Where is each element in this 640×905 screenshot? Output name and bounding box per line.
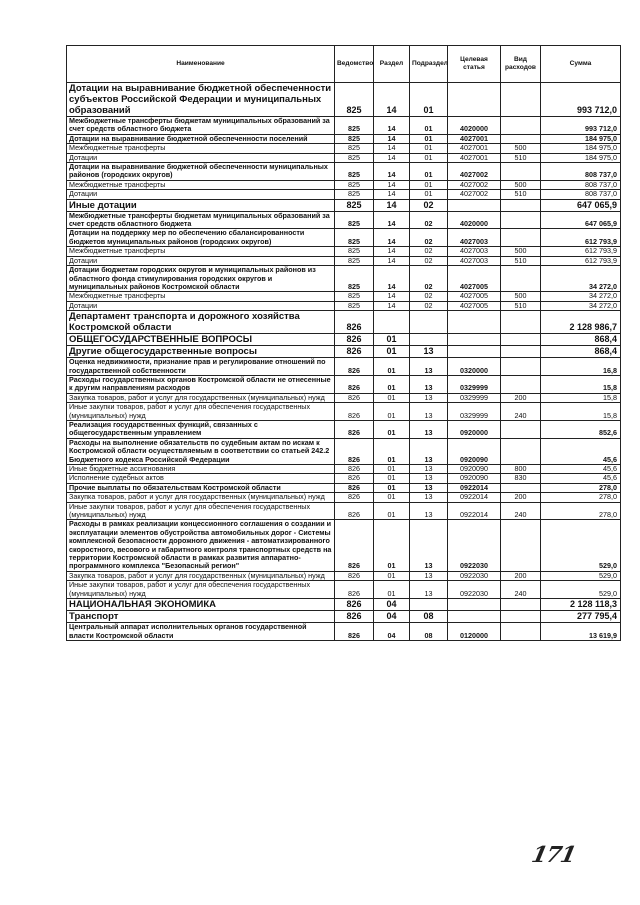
- row-section: 01: [374, 502, 410, 520]
- row-sum: 868,4: [541, 346, 621, 358]
- row-sum: 647 065,9: [541, 211, 621, 229]
- row-name: Департамент транспорта и дорожного хозяйства Костромской области: [67, 311, 335, 334]
- row-sum: 647 065,9: [541, 199, 621, 211]
- row-name: Реализация государственных функций, связанных с общегосударственным управлением: [67, 420, 335, 438]
- row-department: 826: [335, 599, 374, 611]
- row-target: 4027003: [448, 256, 501, 265]
- table-row: [67, 301, 621, 310]
- row-target: [448, 83, 501, 117]
- table-row: [67, 493, 621, 502]
- row-kind: [501, 163, 541, 181]
- row-kind: 200: [501, 393, 541, 402]
- row-department: 826: [335, 483, 374, 492]
- row-target: [448, 199, 501, 211]
- row-department: 826: [335, 623, 374, 641]
- row-name: Исполнение судебных актов: [67, 474, 335, 483]
- table-row: [67, 599, 621, 611]
- row-name: Расходы государственных органов Костромской области не отнесенные к другим направлениям расходов: [67, 375, 335, 393]
- row-target: 0920090: [448, 474, 501, 483]
- row-sum: 808 737,0: [541, 163, 621, 181]
- row-subsection: 13: [410, 483, 448, 492]
- row-section: 14: [374, 144, 410, 153]
- row-name: Иные бюджетные ассигнования: [67, 465, 335, 474]
- row-target: [448, 311, 501, 334]
- row-section: 04: [374, 611, 410, 623]
- row-target: 4027002: [448, 180, 501, 189]
- row-section: 01: [374, 393, 410, 402]
- row-subsection: 02: [410, 266, 448, 292]
- row-section: 14: [374, 153, 410, 162]
- row-sum: 868,4: [541, 334, 621, 346]
- row-sum: 808 737,0: [541, 180, 621, 189]
- row-target: 4027001: [448, 144, 501, 153]
- header-section: Раздел: [374, 46, 410, 83]
- row-kind: 240: [501, 403, 541, 421]
- row-section: 04: [374, 599, 410, 611]
- row-name: Межбюджетные трансферты: [67, 144, 335, 153]
- row-target: 0329999: [448, 375, 501, 393]
- row-target: 0922030: [448, 520, 501, 571]
- row-kind: [501, 520, 541, 571]
- row-subsection: 13: [410, 358, 448, 376]
- row-target: [448, 599, 501, 611]
- table-row: [67, 403, 621, 421]
- row-name: НАЦИОНАЛЬНАЯ ЭКОНОМИКА: [67, 599, 335, 611]
- table-row: [67, 211, 621, 229]
- row-name: ОБЩЕГОСУДАРСТВЕННЫЕ ВОПРОСЫ: [67, 334, 335, 346]
- row-department: 825: [335, 180, 374, 189]
- table-row: [67, 144, 621, 153]
- row-target: 0922014: [448, 483, 501, 492]
- row-section: 14: [374, 256, 410, 265]
- row-sum: 993 712,0: [541, 117, 621, 135]
- row-name: Иные дотации: [67, 199, 335, 211]
- table-row: [67, 520, 621, 571]
- row-sum: 13 619,9: [541, 623, 621, 641]
- row-kind: [501, 346, 541, 358]
- table-row: [67, 117, 621, 135]
- table-row: [67, 199, 621, 211]
- row-kind: [501, 229, 541, 247]
- row-subsection: 01: [410, 153, 448, 162]
- row-section: 01: [374, 520, 410, 571]
- row-kind: [501, 375, 541, 393]
- row-section: 01: [374, 581, 410, 599]
- row-sum: 34 272,0: [541, 292, 621, 301]
- row-target: 4027003: [448, 247, 501, 256]
- row-department: 826: [335, 520, 374, 571]
- row-name: Закупка товаров, работ и услуг для государственных (муниципальных) нужд: [67, 493, 335, 502]
- row-subsection: 13: [410, 474, 448, 483]
- row-sum: 277 795,4: [541, 611, 621, 623]
- row-subsection: 08: [410, 611, 448, 623]
- row-section: 14: [374, 163, 410, 181]
- header-name: Наименование: [67, 46, 335, 83]
- row-section: 14: [374, 292, 410, 301]
- row-kind: [501, 83, 541, 117]
- row-subsection: 13: [410, 438, 448, 464]
- row-subsection: 02: [410, 229, 448, 247]
- row-target: 4020000: [448, 211, 501, 229]
- table-row: [67, 611, 621, 623]
- row-target: 0320000: [448, 358, 501, 376]
- row-section: 01: [374, 346, 410, 358]
- row-department: 825: [335, 83, 374, 117]
- row-name: Дотации на выравнивание бюджетной обеспеченности муниципальных районов (городских округов): [67, 163, 335, 181]
- row-section: 14: [374, 229, 410, 247]
- row-sum: 612 793,9: [541, 229, 621, 247]
- row-department: 825: [335, 199, 374, 211]
- row-department: 825: [335, 229, 374, 247]
- row-name: Закупка товаров, работ и услуг для государственных (муниципальных) нужд: [67, 393, 335, 402]
- row-kind: [501, 211, 541, 229]
- row-section: 01: [374, 403, 410, 421]
- row-section: 01: [374, 375, 410, 393]
- table-body: [67, 83, 621, 641]
- row-target: [448, 334, 501, 346]
- header-target: Целевая статья: [448, 46, 501, 83]
- table-row: [67, 292, 621, 301]
- table-row: [67, 180, 621, 189]
- table-row: [67, 358, 621, 376]
- row-department: 825: [335, 163, 374, 181]
- row-department: 825: [335, 190, 374, 199]
- table-header-row: [67, 46, 621, 83]
- row-sum: 612 793,9: [541, 247, 621, 256]
- row-sum: 15,8: [541, 393, 621, 402]
- row-department: 825: [335, 301, 374, 310]
- row-sum: 529,0: [541, 520, 621, 571]
- row-subsection: 13: [410, 346, 448, 358]
- row-department: 826: [335, 571, 374, 580]
- row-subsection: 02: [410, 301, 448, 310]
- table-row: [67, 375, 621, 393]
- row-sum: 852,6: [541, 420, 621, 438]
- row-name: Оценка недвижимости, признание прав и регулирование отношений по государственной собственности: [67, 358, 335, 376]
- row-name: Дотации бюджетам городских округов и муниципальных районов из областного фонда стимулирования городских округов и муниципальных районов Костромской области: [67, 266, 335, 292]
- row-section: 14: [374, 211, 410, 229]
- row-section: 01: [374, 465, 410, 474]
- row-subsection: 01: [410, 144, 448, 153]
- row-subsection: 13: [410, 393, 448, 402]
- row-kind: [501, 438, 541, 464]
- row-target: 4027001: [448, 134, 501, 143]
- row-department: 826: [335, 334, 374, 346]
- row-name: Транспорт: [67, 611, 335, 623]
- row-kind: [501, 311, 541, 334]
- header-subsection: Подраздел: [410, 46, 448, 83]
- row-department: 825: [335, 256, 374, 265]
- row-kind: 800: [501, 465, 541, 474]
- row-section: 14: [374, 190, 410, 199]
- row-name: Прочие выплаты по обязательствам Костромской области: [67, 483, 335, 492]
- row-sum: 993 712,0: [541, 83, 621, 117]
- table-row: [67, 420, 621, 438]
- row-sum: 15,8: [541, 403, 621, 421]
- row-name: Расходы на выполнение обязательств по судебным актам по искам к Костромской области осуществляемым в соответствии со статьей 242.2 Бюджетного кодекса Российской Федерации: [67, 438, 335, 464]
- row-department: 826: [335, 438, 374, 464]
- row-target: 0329999: [448, 393, 501, 402]
- row-kind: 500: [501, 180, 541, 189]
- row-section: 01: [374, 438, 410, 464]
- row-subsection: 01: [410, 190, 448, 199]
- table-row: [67, 266, 621, 292]
- table-row: [67, 346, 621, 358]
- row-kind: [501, 358, 541, 376]
- row-target: 0922030: [448, 581, 501, 599]
- table-row: [67, 163, 621, 181]
- row-kind: 510: [501, 153, 541, 162]
- row-subsection: 02: [410, 211, 448, 229]
- row-kind: 200: [501, 493, 541, 502]
- table-row: [67, 311, 621, 334]
- row-kind: 510: [501, 256, 541, 265]
- row-kind: [501, 599, 541, 611]
- row-name: Иные закупки товаров, работ и услуг для обеспечения государственных (муниципальных) нужд: [67, 581, 335, 599]
- row-subsection: 01: [410, 163, 448, 181]
- row-name: Центральный аппарат исполнительных органов государственной власти Костромской области: [67, 623, 335, 641]
- row-subsection: 02: [410, 247, 448, 256]
- row-target: 4027003: [448, 229, 501, 247]
- budget-table: [66, 45, 621, 641]
- row-sum: 808 737,0: [541, 190, 621, 199]
- row-name: Дотации на поддержку мер по обеспечению сбалансированности бюджетов муниципальных районов (городских округов): [67, 229, 335, 247]
- table-row: [67, 190, 621, 199]
- row-department: 826: [335, 502, 374, 520]
- row-sum: 278,0: [541, 483, 621, 492]
- row-section: 01: [374, 493, 410, 502]
- row-subsection: 08: [410, 623, 448, 641]
- row-department: 826: [335, 493, 374, 502]
- row-section: 01: [374, 334, 410, 346]
- row-target: 0922030: [448, 571, 501, 580]
- row-kind: [501, 266, 541, 292]
- row-name: Дотации: [67, 153, 335, 162]
- row-sum: 34 272,0: [541, 266, 621, 292]
- table-row: [67, 474, 621, 483]
- row-department: 826: [335, 581, 374, 599]
- row-kind: [501, 611, 541, 623]
- table-row: [67, 438, 621, 464]
- row-target: 0920090: [448, 465, 501, 474]
- header-department: Ведомство: [335, 46, 374, 83]
- row-subsection: [410, 334, 448, 346]
- row-subsection: 13: [410, 493, 448, 502]
- row-target: [448, 611, 501, 623]
- row-name: Дотации: [67, 301, 335, 310]
- row-sum: 45,6: [541, 438, 621, 464]
- table-row: [67, 334, 621, 346]
- row-department: 826: [335, 358, 374, 376]
- row-kind: [501, 199, 541, 211]
- row-section: 01: [374, 420, 410, 438]
- table-row: [67, 581, 621, 599]
- row-sum: 278,0: [541, 493, 621, 502]
- row-name: Иные закупки товаров, работ и услуг для обеспечения государственных (муниципальных) нужд: [67, 502, 335, 520]
- row-subsection: 13: [410, 465, 448, 474]
- row-department: 826: [335, 420, 374, 438]
- row-sum: 34 272,0: [541, 301, 621, 310]
- header-sum: Сумма: [541, 46, 621, 83]
- row-target: 4027001: [448, 153, 501, 162]
- row-name: Дотации на выравнивание бюджетной обеспеченности субъектов Российской Федерации и муниципальных образований: [67, 83, 335, 117]
- row-kind: 240: [501, 581, 541, 599]
- row-subsection: 13: [410, 375, 448, 393]
- row-section: 14: [374, 301, 410, 310]
- row-section: 14: [374, 83, 410, 117]
- row-sum: 2 128 118,3: [541, 599, 621, 611]
- row-department: 825: [335, 144, 374, 153]
- row-kind: 500: [501, 292, 541, 301]
- row-section: 14: [374, 134, 410, 143]
- row-kind: 510: [501, 190, 541, 199]
- row-section: 01: [374, 358, 410, 376]
- row-name: Расходы в рамках реализации концессионного соглашения о создании и эксплуатации элементов обустройства автомобильных дорог - Системы комплексной безопасности дорожного движения - автоматизированного скоростного, весового и габаритного контроля транспортных средств на территории Костромской области в рамках развития аппаратно-программного комплекса "Безопасный регион": [67, 520, 335, 571]
- row-target: 4027005: [448, 266, 501, 292]
- row-target: 0120000: [448, 623, 501, 641]
- row-section: 04: [374, 623, 410, 641]
- row-kind: 500: [501, 247, 541, 256]
- row-sum: 15,8: [541, 375, 621, 393]
- row-department: 826: [335, 474, 374, 483]
- row-subsection: 01: [410, 117, 448, 135]
- row-subsection: 13: [410, 420, 448, 438]
- row-sum: 184 975,0: [541, 153, 621, 162]
- row-sum: 45,6: [541, 465, 621, 474]
- row-department: 826: [335, 611, 374, 623]
- row-name: Дотации на выравнивание бюджетной обеспеченности поселений: [67, 134, 335, 143]
- table-row: [67, 502, 621, 520]
- row-section: 14: [374, 266, 410, 292]
- row-department: 826: [335, 393, 374, 402]
- row-department: 825: [335, 211, 374, 229]
- row-target: 0920000: [448, 420, 501, 438]
- row-subsection: [410, 311, 448, 334]
- row-target: 0920090: [448, 438, 501, 464]
- row-name: Дотации: [67, 190, 335, 199]
- row-subsection: 13: [410, 571, 448, 580]
- row-department: 826: [335, 465, 374, 474]
- row-kind: 500: [501, 144, 541, 153]
- row-sum: 529,0: [541, 571, 621, 580]
- table-row: [67, 83, 621, 117]
- row-department: 825: [335, 134, 374, 143]
- row-subsection: 13: [410, 581, 448, 599]
- row-kind: 200: [501, 571, 541, 580]
- row-section: 14: [374, 199, 410, 211]
- row-sum: 278,0: [541, 502, 621, 520]
- row-target: 4020000: [448, 117, 501, 135]
- row-subsection: 01: [410, 83, 448, 117]
- row-section: 01: [374, 474, 410, 483]
- row-department: 825: [335, 266, 374, 292]
- row-target: 4027005: [448, 292, 501, 301]
- row-kind: 240: [501, 502, 541, 520]
- row-target: 4027002: [448, 190, 501, 199]
- row-sum: 184 975,0: [541, 144, 621, 153]
- row-subsection: 13: [410, 403, 448, 421]
- row-department: 825: [335, 153, 374, 162]
- row-subsection: 02: [410, 292, 448, 301]
- row-subsection: 13: [410, 502, 448, 520]
- row-target: 0922014: [448, 493, 501, 502]
- row-department: 825: [335, 247, 374, 256]
- table-row: [67, 623, 621, 641]
- row-sum: 529,0: [541, 581, 621, 599]
- row-target: 0329999: [448, 403, 501, 421]
- row-department: 826: [335, 311, 374, 334]
- table-row: [67, 229, 621, 247]
- row-name: Межбюджетные трансферты: [67, 292, 335, 301]
- row-target: 0922014: [448, 502, 501, 520]
- row-name: Межбюджетные трансферты: [67, 247, 335, 256]
- row-subsection: [410, 599, 448, 611]
- row-name: Межбюджетные трансферты бюджетам муниципальных образований за счет средств областного бюджета: [67, 211, 335, 229]
- row-department: 825: [335, 292, 374, 301]
- row-sum: 16,8: [541, 358, 621, 376]
- row-name: Дотации: [67, 256, 335, 265]
- header-kind: Вид расходов: [501, 46, 541, 83]
- row-department: 826: [335, 403, 374, 421]
- row-target: 4027002: [448, 163, 501, 181]
- table-row: [67, 247, 621, 256]
- row-kind: [501, 623, 541, 641]
- row-section: 14: [374, 117, 410, 135]
- row-name: Межбюджетные трансферты бюджетам муниципальных образований за счет средств областного бюджета: [67, 117, 335, 135]
- row-name: Другие общегосударственные вопросы: [67, 346, 335, 358]
- row-name: Межбюджетные трансферты: [67, 180, 335, 189]
- row-section: 01: [374, 571, 410, 580]
- row-subsection: 02: [410, 256, 448, 265]
- row-sum: 612 793,9: [541, 256, 621, 265]
- row-subsection: 13: [410, 520, 448, 571]
- row-department: 826: [335, 346, 374, 358]
- row-target: [448, 346, 501, 358]
- row-sum: 184 975,0: [541, 134, 621, 143]
- row-kind: 510: [501, 301, 541, 310]
- row-subsection: 01: [410, 134, 448, 143]
- row-section: [374, 311, 410, 334]
- row-kind: 830: [501, 474, 541, 483]
- row-sum: 2 128 986,7: [541, 311, 621, 334]
- row-kind: [501, 117, 541, 135]
- row-department: 826: [335, 375, 374, 393]
- row-section: 14: [374, 180, 410, 189]
- row-subsection: 01: [410, 180, 448, 189]
- row-sum: 45,6: [541, 474, 621, 483]
- row-name: Иные закупки товаров, работ и услуг для обеспечения государственных (муниципальных) нужд: [67, 403, 335, 421]
- row-department: 825: [335, 117, 374, 135]
- row-kind: [501, 420, 541, 438]
- row-section: 01: [374, 483, 410, 492]
- row-target: 4027005: [448, 301, 501, 310]
- row-name: Закупка товаров, работ и услуг для государственных (муниципальных) нужд: [67, 571, 335, 580]
- row-kind: [501, 334, 541, 346]
- page-number: 171: [529, 842, 578, 868]
- row-section: 14: [374, 247, 410, 256]
- row-subsection: 02: [410, 199, 448, 211]
